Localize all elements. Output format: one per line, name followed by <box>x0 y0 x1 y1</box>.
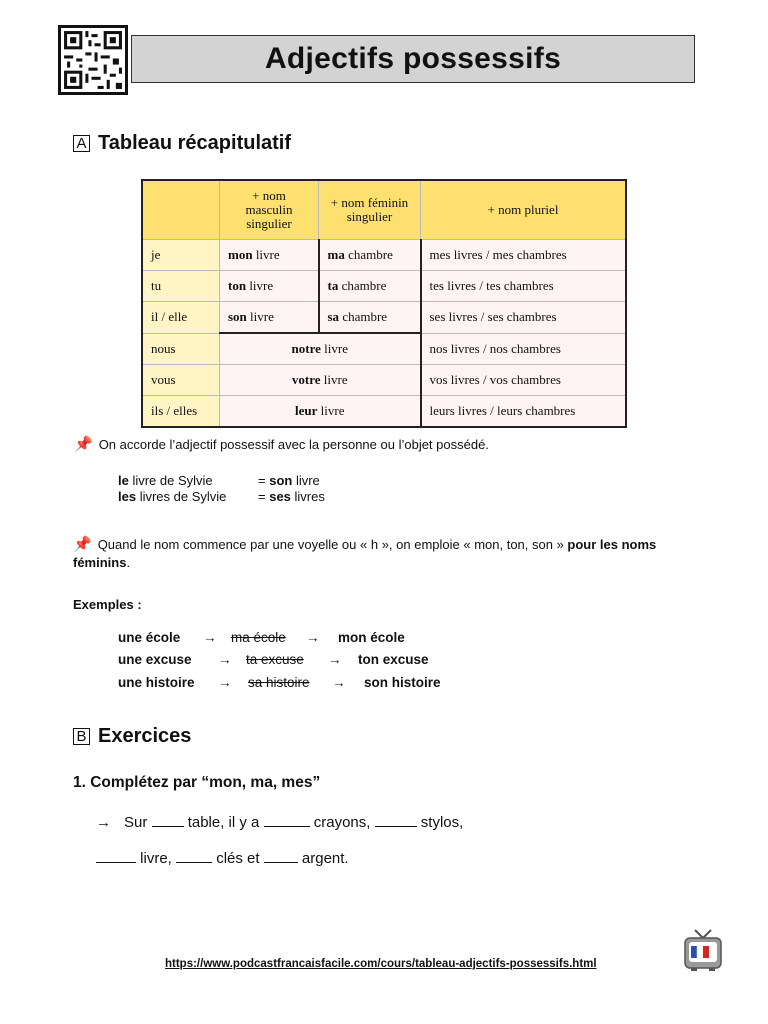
section-b-title: Exercices <box>98 725 192 747</box>
possessive-word: ta <box>327 278 339 293</box>
note-vowel-text: Quand le nom commence par une voyelle ou « h », on emploie « mon, ton, son » <box>97 537 568 552</box>
plural-cell: nos livres / nos chambres <box>421 333 627 365</box>
plural-cell: tes livres / tes chambres <box>421 271 627 302</box>
phrase-rest: livres de Sylvie <box>136 489 227 504</box>
exercise-text: Sur <box>124 814 148 831</box>
table-header-fem: + nom féminin singulier <box>319 180 421 240</box>
table-row <box>142 302 626 334</box>
blank-field[interactable] <box>176 850 212 863</box>
possessive-word: mon <box>228 247 253 262</box>
agreement-example-1 <box>118 473 325 489</box>
pronoun-cell: je <box>142 240 220 271</box>
section-a-heading <box>73 132 291 155</box>
masc-cell <box>220 271 319 302</box>
arrow-icon: → <box>328 652 342 667</box>
exercise-text: argent. <box>301 850 349 867</box>
possessive-word: ses <box>269 489 291 504</box>
noun-word: livre <box>317 403 345 418</box>
noun-word: livre <box>252 247 280 262</box>
exercise-text: crayons, <box>313 814 371 831</box>
possessive-word: notre <box>291 341 321 356</box>
table-row <box>142 240 626 271</box>
agreement-examples <box>118 473 325 505</box>
exercise-text: table, il y a <box>187 814 260 831</box>
blank-field[interactable] <box>152 814 184 827</box>
tv-icon <box>683 928 723 972</box>
pronoun-cell: vous <box>142 365 220 396</box>
exercise-text: livre, <box>140 850 172 867</box>
fem-cell <box>319 240 421 271</box>
example-right: son histoire <box>364 675 441 690</box>
both-cell <box>220 365 421 396</box>
possessive-word: sa <box>327 309 340 324</box>
phrase-rest: livre de Sylvie <box>128 473 213 488</box>
exercise-1-line-1 <box>96 814 463 831</box>
article-word: les <box>118 489 137 504</box>
example-row <box>118 675 441 690</box>
exercise-text: clés et <box>216 850 260 867</box>
qr-code-graphic <box>61 28 125 92</box>
example-row <box>118 630 405 645</box>
table-row <box>142 396 626 428</box>
phrase-rest: livres <box>290 489 325 504</box>
pronoun-cell: il / elle <box>142 302 220 334</box>
fem-cell <box>319 271 421 302</box>
plural-cell: mes livres / mes chambres <box>421 240 627 271</box>
page-title: Adjectifs possessifs <box>131 35 695 83</box>
exercise-1-title: 1. Complétez par “mon, ma, mes” <box>73 774 321 791</box>
table-header-row <box>142 180 626 240</box>
arrow-icon: → <box>306 630 320 645</box>
fem-cell <box>319 302 421 334</box>
masc-cell <box>220 240 319 271</box>
example-right: mon école <box>338 630 405 645</box>
example-phrase <box>118 473 258 489</box>
possessive-word: leur <box>295 403 318 418</box>
exercise-1-line-2 <box>96 850 349 867</box>
table-header-empty <box>142 180 220 240</box>
possessive-word: son <box>228 309 247 324</box>
noun-word: livre <box>320 372 348 387</box>
source-link[interactable]: https://www.podcastfrancaisfacile.com/cours/tableau-adjectifs-possessifs.html <box>165 958 597 970</box>
arrow-icon: → <box>218 675 232 690</box>
note-agreement <box>74 437 714 453</box>
noun-word: livre <box>320 341 348 356</box>
section-b-letter: B <box>73 728 90 745</box>
section-a-title: Tableau récapitulatif <box>98 132 292 154</box>
plural-cell: ses livres / ses chambres <box>421 302 627 334</box>
noun-word: livre <box>246 278 274 293</box>
example-wrong: ta excuse <box>246 652 304 667</box>
pronoun-cell: ils / elles <box>142 396 220 428</box>
example-wrong: ma école <box>231 630 286 645</box>
equals-sign: = <box>258 489 270 504</box>
note-vowel <box>73 536 683 572</box>
section-b-heading <box>73 725 191 748</box>
both-cell <box>220 396 421 428</box>
arrow-icon: → <box>96 814 111 831</box>
pushpin-icon: 📌 <box>73 536 92 553</box>
example-noun: une histoire <box>118 675 195 690</box>
possessive-word: ma <box>327 247 345 262</box>
pronoun-cell: nous <box>142 333 220 365</box>
table-header-masc: + nom masculin singulier <box>220 180 319 240</box>
examples-label: Exemples : <box>73 597 142 612</box>
example-phrase <box>118 489 258 505</box>
noun-word: chambre <box>339 309 388 324</box>
example-noun: une école <box>118 630 181 645</box>
possessive-word: votre <box>291 372 321 387</box>
exercise-text: stylos, <box>420 814 464 831</box>
pushpin-icon: 📌 <box>74 436 93 453</box>
table-row <box>142 365 626 396</box>
noun-word: chambre <box>344 247 393 262</box>
note-vowel-end: . <box>126 555 131 570</box>
example-noun: une excuse <box>118 652 192 667</box>
agreement-example-2 <box>118 489 325 505</box>
blank-field[interactable] <box>264 814 310 827</box>
note-vowel-body <box>73 536 683 572</box>
blank-field[interactable] <box>264 850 298 863</box>
noun-word: livre <box>246 309 274 324</box>
tv-logo-icon <box>683 928 723 972</box>
note-vowel-bold: pour les noms féminins <box>73 537 657 570</box>
phrase-rest: livre <box>292 473 320 488</box>
pronoun-cell: tu <box>142 271 220 302</box>
example-wrong: sa histoire <box>248 675 310 690</box>
section-a-letter: A <box>73 135 90 152</box>
table-header-plural: + nom pluriel <box>421 180 627 240</box>
noun-word: chambre <box>338 278 387 293</box>
blank-field[interactable] <box>375 814 417 827</box>
both-cell <box>220 333 421 365</box>
table-row <box>142 271 626 302</box>
arrow-icon: → <box>203 630 217 645</box>
article-word: le <box>118 473 129 488</box>
example-right: ton excuse <box>358 652 429 667</box>
masc-cell <box>220 302 319 334</box>
plural-cell: vos livres / vos chambres <box>421 365 627 396</box>
qr-code <box>58 25 128 95</box>
arrow-icon: → <box>332 675 346 690</box>
arrow-icon: → <box>218 652 232 667</box>
equals-sign: = <box>258 473 270 488</box>
plural-cell: leurs livres / leurs chambres <box>421 396 627 428</box>
example-row <box>118 652 429 667</box>
note-agreement-text: On accorde l’adjectif possessif avec la personne ou l’objet possédé. <box>98 437 489 452</box>
table-row <box>142 333 626 365</box>
possessive-word: son <box>269 473 293 488</box>
blank-field[interactable] <box>96 850 136 863</box>
possessive-word: ton <box>228 278 247 293</box>
recap-table <box>141 179 627 428</box>
